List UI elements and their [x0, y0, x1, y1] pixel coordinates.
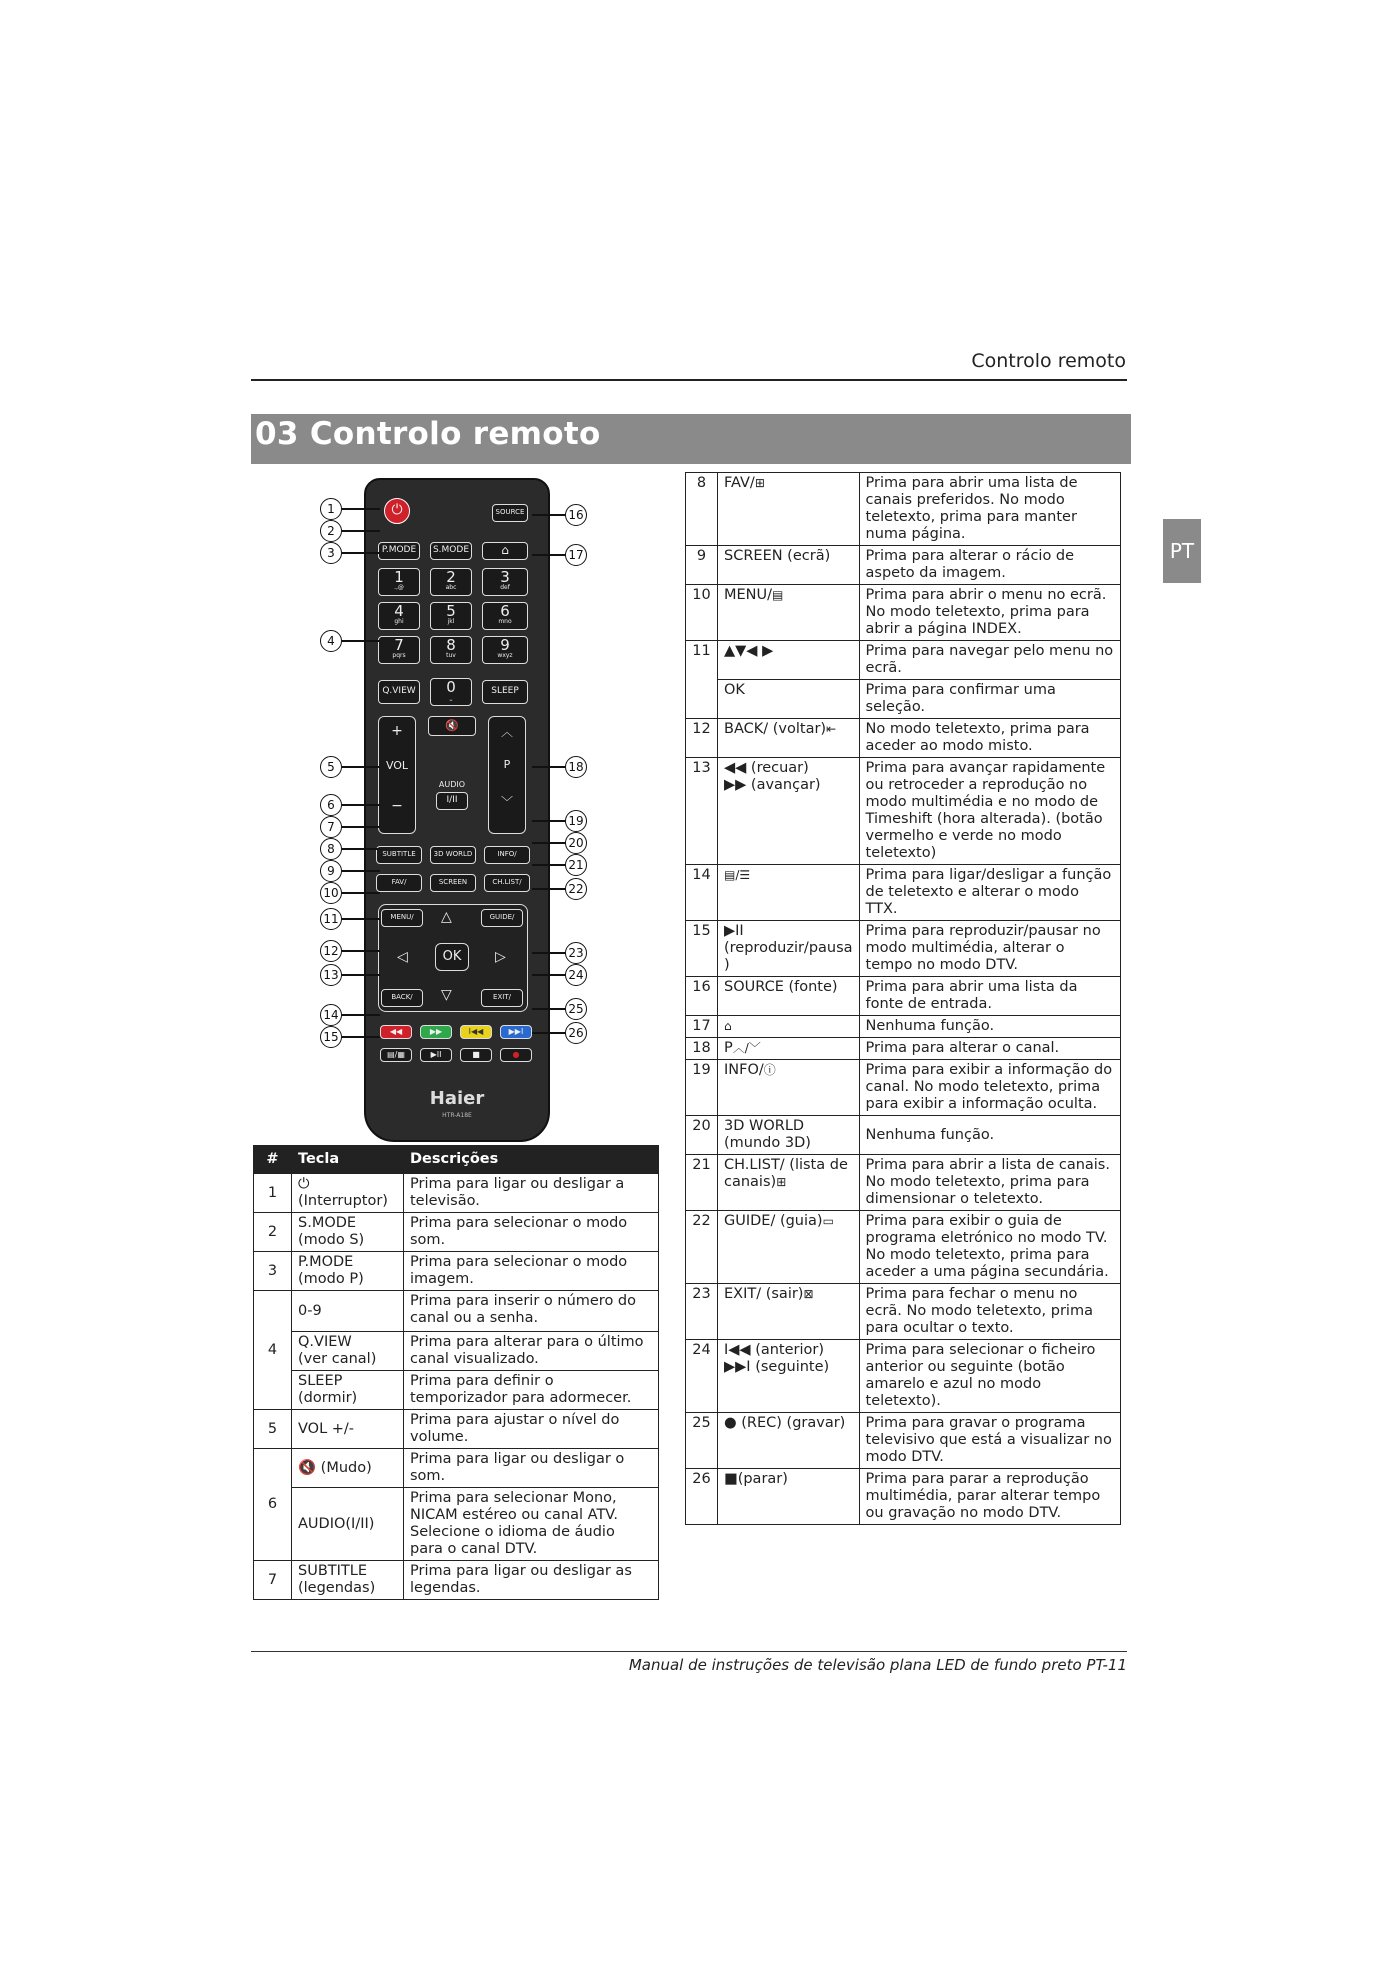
callout-6: 6 — [320, 794, 342, 816]
row-num: 20 — [686, 1116, 718, 1155]
callout-line — [342, 974, 380, 976]
running-header: Controlo remoto — [971, 350, 1126, 372]
fav-icon: ⊞ — [754, 476, 765, 490]
channel-arrows-icon: ︿/﹀ — [732, 1041, 761, 1055]
callout-line — [532, 1008, 566, 1010]
table-row — [686, 921, 1121, 977]
table-row — [686, 1469, 1121, 1525]
vol-rocker — [378, 716, 416, 834]
callout-14: 14 — [320, 1004, 342, 1026]
exit-button: EXIT/ — [481, 989, 523, 1007]
audio-button: I/II — [436, 792, 468, 810]
table-row — [686, 758, 1121, 865]
right-arrow-icon: ▷ — [495, 949, 506, 965]
callout-2: 2 — [320, 520, 342, 542]
table-row — [686, 641, 1121, 680]
row-num: 6 — [254, 1449, 292, 1561]
remote-body — [364, 478, 550, 1142]
row-desc: Prima para confirmar uma seleção. — [859, 680, 1120, 719]
remote-illustration — [300, 470, 610, 1140]
row-num: 7 — [254, 1561, 292, 1600]
guide-icon: ▭ — [822, 1214, 834, 1228]
row-key: FAV/⊞ — [718, 473, 860, 546]
callout-20: 20 — [565, 832, 587, 854]
model-label: HTR-A18E — [442, 1112, 472, 1119]
row-desc: Prima para ligar ou desligar a televisão. — [404, 1174, 659, 1213]
row-desc: Prima para alterar o canal. — [859, 1038, 1120, 1060]
down-arrow-icon: ▽ — [441, 987, 452, 1003]
table-row — [686, 1413, 1121, 1469]
power-button: ⏻ — [384, 498, 410, 524]
row-num: 26 — [686, 1469, 718, 1525]
row-key: INFO/ⓘ — [718, 1060, 860, 1116]
row-key: 0-9 — [292, 1291, 404, 1332]
header-rule — [251, 379, 1127, 381]
callout-line — [532, 1032, 566, 1034]
table-row — [686, 977, 1121, 1016]
row-desc: Nenhuma função. — [859, 1116, 1120, 1155]
mute-icon: 🔇 — [445, 719, 459, 732]
callout-18: 18 — [565, 756, 587, 778]
digit-button-5: 5 jkl — [430, 602, 472, 630]
row-desc: Prima para abrir uma lista da fonte de entrada. — [859, 977, 1120, 1016]
callout-line — [342, 804, 380, 806]
callout-line — [532, 842, 566, 844]
row-key: BACK/ (voltar)⇤ — [718, 719, 860, 758]
row-num: 1 — [254, 1174, 292, 1213]
vol-up-icon: + — [391, 723, 403, 739]
callout-21: 21 — [565, 854, 587, 876]
callout-line — [342, 530, 380, 532]
row-key: OK — [718, 680, 860, 719]
row-desc: Prima para avançar rapidamente ou retroceder a reprodução no modo multimédia e no modo de Timeshift (hora alterada). (botão vermelho e verde no modo teletexto) — [859, 758, 1120, 865]
row-key: P︿/﹀ — [718, 1038, 860, 1060]
callout-line — [532, 974, 566, 976]
callout-line — [532, 514, 566, 516]
table-row — [254, 1410, 659, 1449]
callout-line — [342, 950, 380, 952]
audio-label: AUDIO — [438, 780, 466, 789]
table-row — [686, 865, 1121, 921]
callout-line — [342, 766, 380, 768]
callout-13: 13 — [320, 964, 342, 986]
table-row — [686, 473, 1121, 546]
back-icon: ⇤ — [826, 722, 837, 736]
row-desc: Prima para ligar ou desligar o som. — [404, 1449, 659, 1488]
table-row — [254, 1332, 659, 1371]
section-banner — [251, 414, 1131, 464]
home-icon: ⌂ — [724, 1019, 732, 1033]
col-header-desc: Descrições — [404, 1146, 659, 1174]
row-key: GUIDE/ (guia)▭ — [718, 1211, 860, 1284]
nav-pad — [378, 904, 528, 1012]
subtitle-button: SUBTITLE — [376, 846, 422, 864]
row-key: P.MODE (modo P) — [292, 1252, 404, 1291]
row-desc: Prima para ligar/desligar a função de teletexto e alterar o modo TTX. — [859, 865, 1120, 921]
callout-line — [342, 1036, 380, 1038]
table-row — [686, 1211, 1121, 1284]
table-row — [254, 1252, 659, 1291]
row-desc: Prima para alterar para o último canal visualizado. — [404, 1332, 659, 1371]
callout-line — [342, 508, 380, 510]
row-num: 10 — [686, 585, 718, 641]
callout-16: 16 — [565, 504, 587, 526]
row-desc: Prima para abrir a lista de canais. No modo teletexto, prima para dimensionar o teletexto. — [859, 1155, 1120, 1211]
row-num: 18 — [686, 1038, 718, 1060]
row-desc: Prima para parar a reprodução multimédia, parar alterar tempo ou gravação no modo DTV. — [859, 1469, 1120, 1525]
row-key: EXIT/ (sair)⊠ — [718, 1284, 860, 1340]
col-header-num: # — [254, 1146, 292, 1174]
row-key: VOL +/- — [292, 1410, 404, 1449]
key-table-right — [685, 472, 1121, 1525]
row-key: SCREEN (ecrã) — [718, 546, 860, 585]
callout-24: 24 — [565, 964, 587, 986]
callout-1: 1 — [320, 498, 342, 520]
pmode-button: P.MODE — [378, 542, 420, 560]
row-desc: Prima para ajustar o nível do volume. — [404, 1410, 659, 1449]
callout-7: 7 — [320, 816, 342, 838]
row-num: 19 — [686, 1060, 718, 1116]
callout-22: 22 — [565, 878, 587, 900]
row-key: Q.VIEW (ver canal) — [292, 1332, 404, 1371]
row-num: 8 — [686, 473, 718, 546]
left-arrow-icon: ◁ — [397, 949, 408, 965]
row-key: SLEEP (dormir) — [292, 1371, 404, 1410]
row-num: 25 — [686, 1413, 718, 1469]
chlist-button: CH.LIST/ — [484, 874, 530, 892]
row-key: ⏻ (Interruptor) — [292, 1174, 404, 1213]
table-row — [686, 1038, 1121, 1060]
table-row — [254, 1213, 659, 1252]
row-desc: Nenhuma função. — [859, 1016, 1120, 1038]
row-key — [718, 1016, 860, 1038]
callout-line — [532, 864, 566, 866]
row-num: 2 — [254, 1213, 292, 1252]
chlist-icon: ⊞ — [776, 1175, 787, 1189]
callout-line — [342, 918, 380, 920]
home-button — [482, 542, 528, 560]
table-row — [254, 1174, 659, 1213]
ch-up-icon: ︿ — [500, 725, 513, 739]
callout-line — [342, 870, 380, 872]
digit-button-6: 6 mno — [482, 602, 528, 630]
row-desc: Prima para alterar o rácio de aspeto da imagem. — [859, 546, 1120, 585]
row-num: 23 — [686, 1284, 718, 1340]
callout-line — [532, 952, 566, 954]
row-desc: No modo teletexto, prima para aceder ao modo misto. — [859, 719, 1120, 758]
row-num: 3 — [254, 1252, 292, 1291]
guide-button: GUIDE/ — [481, 909, 523, 927]
key-table-left — [253, 1145, 659, 1600]
table-row — [254, 1561, 659, 1600]
table-row — [686, 585, 1121, 641]
back-button: BACK/ — [381, 989, 423, 1007]
row-desc: Prima para exibir o guia de programa eletrónico no modo TV. No modo teletexto, prima para aceder a uma página secundária. — [859, 1211, 1120, 1284]
smode-button: S.MODE — [430, 542, 472, 560]
section-title: 03 Controlo remoto — [255, 416, 601, 452]
stop-button: ■ — [460, 1048, 492, 1062]
callout-line — [342, 1014, 380, 1016]
row-desc: Prima para fechar o menu no ecrã. No modo teletexto, prima para ocultar o texto. — [859, 1284, 1120, 1340]
row-num: 24 — [686, 1340, 718, 1413]
row-desc: Prima para selecionar Mono, NICAM estéreo ou canal ATV. Selecione o idioma de áudio para o canal DTV. — [404, 1488, 659, 1561]
digit-button-3: 3 def — [482, 568, 528, 596]
table-row — [686, 719, 1121, 758]
row-key: MENU/▤ — [718, 585, 860, 641]
play-pause-button: ▶II — [420, 1048, 452, 1062]
callout-line — [532, 820, 566, 822]
menu-button: MENU/ — [381, 909, 423, 927]
callout-12: 12 — [320, 940, 342, 962]
table-row — [686, 1284, 1121, 1340]
callout-line — [342, 892, 380, 894]
table-row — [686, 1340, 1121, 1413]
p-rocker — [488, 716, 526, 834]
row-desc: Prima para abrir o menu no ecrã. No modo teletexto, prima para abrir a página INDEX. — [859, 585, 1120, 641]
table-row — [686, 1016, 1121, 1038]
row-key: ■(parar) — [718, 1469, 860, 1525]
digit-button-4: 4 ghi — [378, 602, 420, 630]
footer-rule — [251, 1651, 1127, 1652]
row-key: SUBTITLE (legendas) — [292, 1561, 404, 1600]
row-desc: Prima para navegar pelo menu no ecrã. — [859, 641, 1120, 680]
brand-logo: Haier — [429, 1088, 485, 1109]
row-key: AUDIO(I/II) — [292, 1488, 404, 1561]
row-num: 4 — [254, 1291, 292, 1410]
row-key: CH.LIST/ (lista de canais)⊞ — [718, 1155, 860, 1211]
callout-3: 3 — [320, 542, 342, 564]
table-header-row — [254, 1146, 659, 1174]
row-desc: Prima para selecionar o ficheiro anterior ou seguinte (botão amarelo e azul no modo teletexto). — [859, 1340, 1120, 1413]
table-row — [254, 1291, 659, 1332]
teletext-button: ▤/▦ — [380, 1048, 412, 1062]
callout-10: 10 — [320, 882, 342, 904]
record-button: ● — [500, 1048, 532, 1062]
row-desc: Prima para selecionar o modo som. — [404, 1213, 659, 1252]
vol-down-icon: − — [391, 798, 403, 814]
row-num: 13 — [686, 758, 718, 865]
screen-button: SCREEN — [430, 874, 476, 892]
table-row — [686, 1060, 1121, 1116]
info-icon: ⓘ — [763, 1063, 776, 1077]
power-icon: ⏻ — [298, 1176, 310, 1192]
menu-icon: ▤ — [772, 588, 784, 602]
row-desc: Prima para definir o temporizador para adormecer. — [404, 1371, 659, 1410]
callout-25: 25 — [565, 998, 587, 1020]
row-num: 14 — [686, 865, 718, 921]
exit-icon: ⊠ — [803, 1287, 814, 1301]
up-arrow-icon: △ — [441, 909, 452, 925]
mute-button — [428, 716, 476, 736]
row-num: 22 — [686, 1211, 718, 1284]
row-key: S.MODE (modo S) — [292, 1213, 404, 1252]
row-desc: Prima para reproduzir/pausar no modo multimédia, alterar o tempo no modo DTV. — [859, 921, 1120, 977]
row-key: I◀◀ (anterior) ▶▶I (seguinte) — [718, 1340, 860, 1413]
row-key: ◀◀ (recuar) ▶▶ (avançar) — [718, 758, 860, 865]
digit-button-9: 9 wxyz — [482, 636, 528, 664]
row-num: 11 — [686, 641, 718, 719]
row-key: SOURCE (fonte) — [718, 977, 860, 1016]
source-button: SOURCE — [492, 504, 528, 522]
fav-button: FAV/ — [376, 874, 422, 892]
callout-8: 8 — [320, 838, 342, 860]
row-key: ▶II (reproduzir/pausa ) — [718, 921, 860, 977]
row-num: 15 — [686, 921, 718, 977]
row-key — [718, 865, 860, 921]
language-tab: PT — [1163, 519, 1201, 583]
callout-line — [342, 848, 380, 850]
callout-15: 15 — [320, 1026, 342, 1048]
digit-button-0: 0 ⎵ — [430, 678, 472, 706]
table-row — [254, 1371, 659, 1410]
callout-19: 19 — [565, 810, 587, 832]
table-row — [686, 680, 1121, 719]
p-label: P — [503, 758, 511, 771]
row-desc: Prima para selecionar o modo imagem. — [404, 1252, 659, 1291]
footer-text: Manual de instruções de televisão plana LED de fundo preto PT-11 — [628, 1656, 1127, 1674]
info-button: INFO/ — [484, 846, 530, 864]
table-row — [686, 1155, 1121, 1211]
green-key: ▶▶ — [420, 1025, 452, 1039]
yellow-key: I◀◀ — [460, 1025, 492, 1039]
row-desc: Prima para exibir a informação do canal. No modo teletexto, prima para exibir a informação oculta. — [859, 1060, 1120, 1116]
teletext-icon: ▤/☰ — [724, 868, 751, 882]
row-num: 16 — [686, 977, 718, 1016]
table-row — [254, 1449, 659, 1488]
callout-23: 23 — [565, 942, 587, 964]
callout-26: 26 — [565, 1022, 587, 1044]
col-header-key: Tecla — [292, 1146, 404, 1174]
home-icon: ⌂ — [501, 543, 509, 557]
table-row — [686, 546, 1121, 585]
callout-17: 17 — [565, 544, 587, 566]
table-row — [254, 1488, 659, 1561]
callout-9: 9 — [320, 860, 342, 882]
digit-button-8: 8 tuv — [430, 636, 472, 664]
row-desc: Prima para abrir uma lista de canais preferidos. No modo teletexto, prima para manter numa página. — [859, 473, 1120, 546]
qview-button: Q.VIEW — [378, 680, 420, 704]
digit-button-2: 2 abc — [430, 568, 472, 596]
row-num: 12 — [686, 719, 718, 758]
digit-button-7: 7 pqrs — [378, 636, 420, 664]
ch-down-icon: ﹀ — [500, 795, 513, 809]
callout-5: 5 — [320, 756, 342, 778]
ok-button: OK — [435, 943, 469, 971]
row-num: 9 — [686, 546, 718, 585]
blue-key: ▶▶I — [500, 1025, 532, 1039]
row-desc: Prima para ligar ou desligar as legendas. — [404, 1561, 659, 1600]
callout-11: 11 — [320, 908, 342, 930]
table-row — [686, 1116, 1121, 1155]
callout-line — [532, 888, 566, 890]
row-key: 🔇 (Mudo) — [292, 1449, 404, 1488]
callout-line — [342, 552, 380, 554]
callout-line — [532, 766, 566, 768]
callout-4: 4 — [320, 630, 342, 652]
digit-button-1: 1 .,@ — [378, 568, 420, 596]
sleep-button: SLEEP — [482, 680, 528, 704]
callout-line — [532, 554, 566, 556]
row-key: 3D WORLD (mundo 3D) — [718, 1116, 860, 1155]
row-num: 21 — [686, 1155, 718, 1211]
row-desc: Prima para inserir o número do canal ou a senha. — [404, 1291, 659, 1332]
callout-line — [342, 826, 380, 828]
3d-world-button: 3D WORLD — [430, 846, 476, 864]
callout-line — [342, 640, 380, 642]
mute-icon: 🔇 — [298, 1459, 317, 1476]
red-key: ◀◀ — [380, 1025, 412, 1039]
row-key: ● (REC) (gravar) — [718, 1413, 860, 1469]
row-num: 17 — [686, 1016, 718, 1038]
row-num: 5 — [254, 1410, 292, 1449]
row-key: ▲▼◀ ▶ — [718, 641, 860, 680]
vol-label: VOL — [385, 759, 409, 772]
row-desc: Prima para gravar o programa televisivo que está a visualizar no modo DTV. — [859, 1413, 1120, 1469]
